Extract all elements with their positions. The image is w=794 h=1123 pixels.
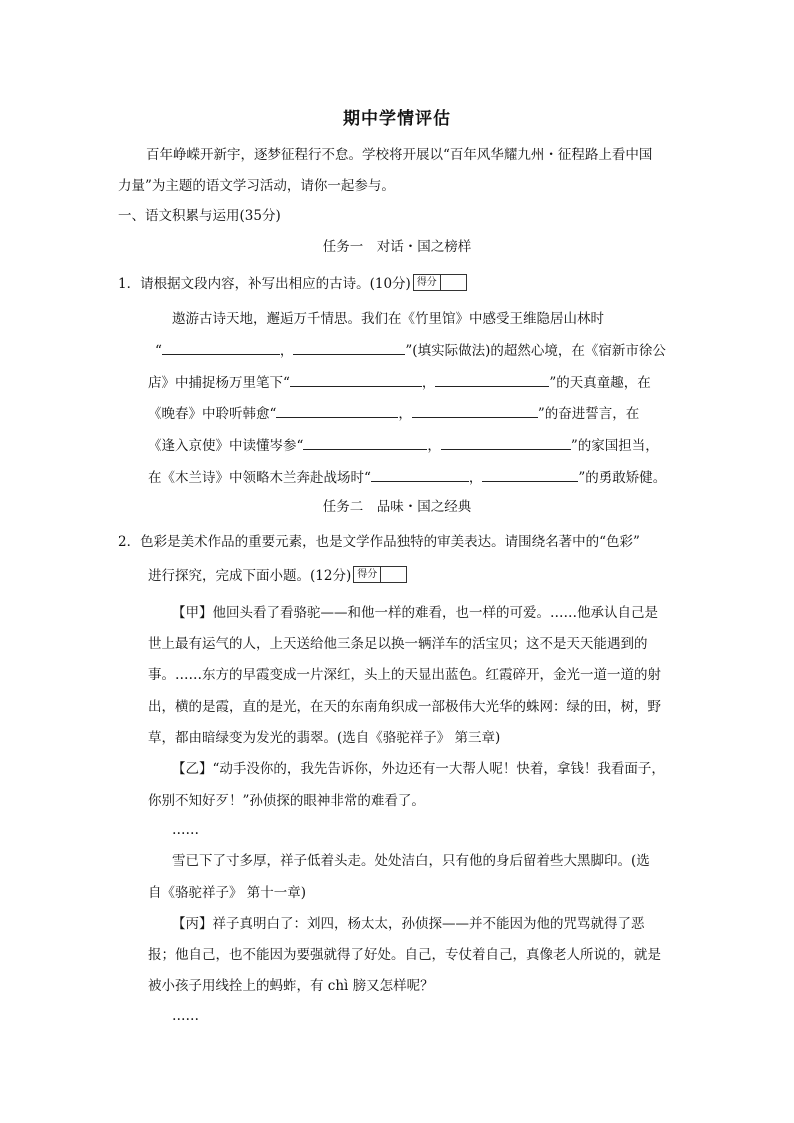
text-fragment: ”(填实际做法)的超然心境，在《宿新市徐公	[405, 343, 666, 359]
intro-line-1: 百年峥嵘开新宇，逐梦征程行不怠。学校将开展以“百年风华耀九州・征程路上看中国	[146, 147, 653, 163]
passage-jia-3: 事。……东方的早霞变成一片深红，头上的天显出蓝色。红霞碎开，金光一道一道的射	[148, 667, 661, 683]
answer-blank[interactable]	[441, 435, 571, 450]
text-fragment: “	[155, 343, 162, 359]
passage-snow-2: 自《骆驼祥子》 第十一章)	[148, 885, 307, 901]
passage-jia-4: 出，横的是霞，直的是光，在天的东南角织成一部极伟大光华的蛛网：绿的田，树，野	[148, 699, 661, 715]
answer-blank[interactable]	[290, 372, 422, 387]
score-box[interactable]	[353, 566, 407, 583]
passage-yi-2: 你别不知好歹！”孙侦探的眼神非常的难看了。	[148, 793, 425, 809]
passage-jia-2: 世上最有运气的人，上天送给他三条足以换一辆洋车的活宝贝；这不是天天能遇到的	[148, 636, 648, 652]
text-fragment: ，	[427, 438, 441, 454]
passage-bing-2: 报；他自己，也不能因为要强就得了好处。自己，专仗着自己，真像老人所说的，就是	[148, 947, 661, 963]
text-fragment: 《晚春》中聆听韩愈“	[148, 406, 277, 422]
score-box[interactable]	[413, 274, 467, 291]
q1-line-2	[155, 340, 666, 361]
score-label: 得分	[414, 275, 441, 290]
page-title: 期中学情评估	[343, 109, 451, 129]
question-2-line-2	[148, 566, 407, 586]
q1-line-1: 遨游古诗天地，邂逅万千情思。我们在《竹里馆》中感受王维隐居山林时	[172, 311, 604, 327]
score-label: 得分	[354, 567, 381, 582]
question-1	[118, 274, 467, 294]
passage-jia-1: 【甲】他回头看了看骆驼——和他一样的难看，也一样的可爱。……他承认自己是	[172, 605, 658, 621]
passage-bing-3: 被小孩子用线拴上的蚂蚱，有 chì 膀又怎样呢？	[148, 978, 434, 994]
q1-line-4	[148, 403, 639, 424]
text-fragment: 《逢入京使》中读懂岑参“	[148, 438, 304, 454]
text-fragment: ”的家国担当，	[570, 438, 659, 454]
text-fragment: ，	[421, 375, 436, 391]
section-heading: 一、语文积累与运用(35分)	[118, 208, 281, 224]
q1-line-3	[148, 372, 651, 393]
passage-bing-1: 【丙】祥子真明白了：刘四，杨太太，孙侦探——并不能因为他的咒骂就得了恶	[172, 916, 645, 932]
ellipsis: ……	[172, 1008, 199, 1024]
question-1-text: 1．请根据文段内容，补写出相应的古诗。(10分)	[118, 276, 411, 292]
text-fragment: ”的勇敢矫健。	[578, 470, 667, 486]
answer-blank[interactable]	[371, 467, 469, 482]
answer-blank[interactable]	[276, 403, 398, 418]
task-1-heading: 任务一 对话・国之榜样	[322, 239, 472, 255]
answer-blank[interactable]	[293, 340, 405, 355]
q1-line-6	[148, 467, 666, 488]
task-2-heading: 任务二 品味・国之经典	[322, 499, 472, 515]
question-2-line-1: 2．色彩是美术作品的重要元素，也是文学作品独特的审美表达。请围绕名著中的“色彩”	[118, 534, 640, 550]
answer-blank[interactable]	[482, 467, 578, 482]
answer-blank[interactable]	[435, 372, 549, 387]
answer-blank[interactable]	[162, 340, 280, 355]
question-2-text: 进行探究，完成下面小题。(12分)	[148, 568, 352, 584]
intro-line-2: 力量”为主题的语文学习活动，请你一起参与。	[118, 178, 395, 194]
q1-line-5	[148, 435, 659, 456]
passage-snow-1: 雪已下了寸多厚，祥子低着头走。处处洁白，只有他的身后留着些大黑脚印。(选	[172, 853, 650, 869]
text-fragment: ，	[468, 470, 483, 486]
text-fragment: ，	[398, 406, 412, 422]
text-fragment: ”的奋进誓言，在	[537, 406, 640, 422]
text-fragment: ，	[279, 343, 294, 359]
ellipsis: ……	[172, 822, 199, 838]
passage-yi-1: 【乙】“动手没你的，我先告诉你，外边还有一大帮人呢！快着，拿钱！我看面子，	[172, 761, 665, 777]
text-fragment: ”的天真童趣，在	[549, 375, 651, 391]
passage-jia-5: 草，都由暗绿变为发光的翡翠。(选自《骆驼祥子》 第三章)	[148, 730, 501, 746]
answer-blank[interactable]	[303, 435, 427, 450]
answer-blank[interactable]	[412, 403, 538, 418]
text-fragment: 店》中捕捉杨万里笔下“	[148, 375, 290, 391]
text-fragment: 在《木兰诗》中领略木兰奔赴战场时“	[148, 470, 371, 486]
